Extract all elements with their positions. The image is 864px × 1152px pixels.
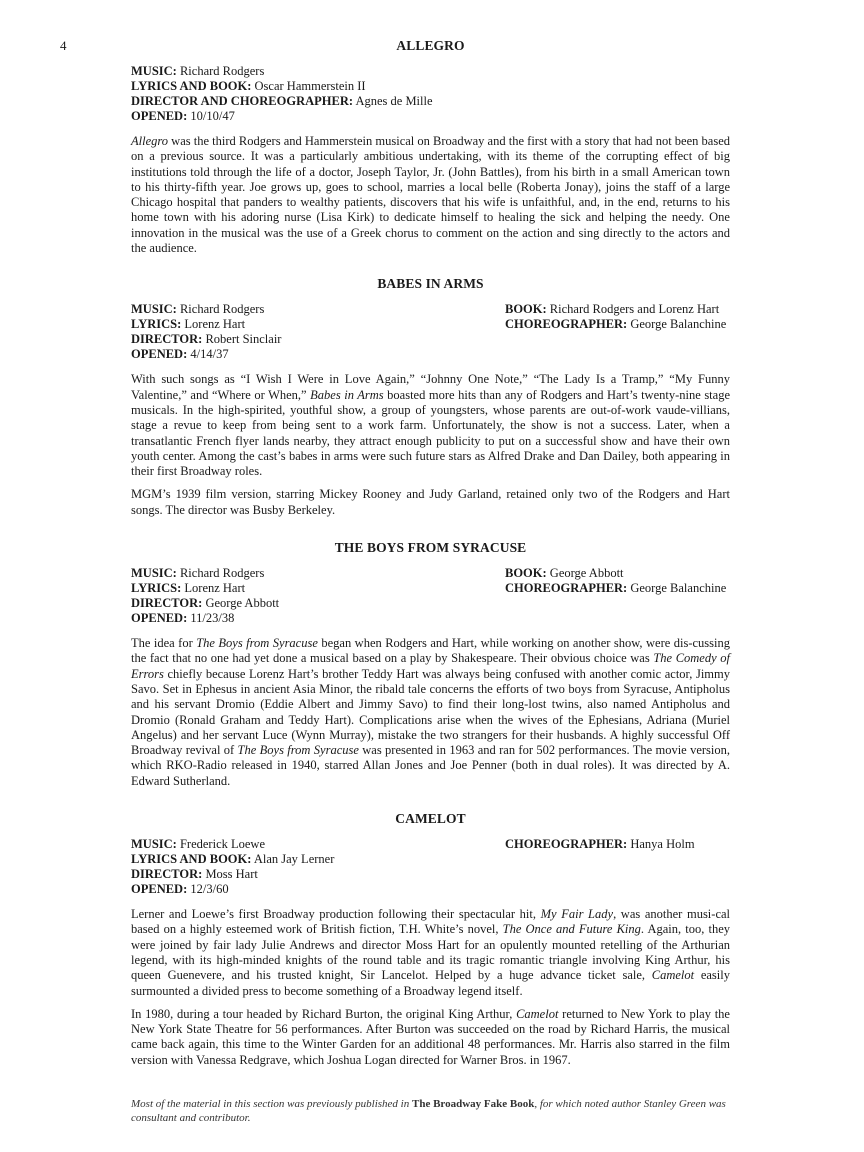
credits-block: [131, 64, 730, 124]
show-entry: [131, 276, 730, 518]
credits-block: [131, 837, 730, 897]
italic-title-text: The Boys from Syracuse: [237, 743, 359, 758]
shows-list: [131, 38, 730, 1068]
credit-label: CHOREOGRAPHER:: [505, 317, 628, 332]
credit-label: CHOREOGRAPHER:: [505, 837, 628, 852]
credit-line: [505, 566, 730, 581]
credit-label: DIRECTOR:: [131, 332, 203, 347]
description-paragraph: [131, 1007, 730, 1068]
page-number: 4: [60, 38, 67, 53]
credit-label: OPENED:: [131, 882, 188, 897]
credit-line: [131, 79, 433, 94]
credits-right-column: [505, 566, 730, 626]
show-title: ALLEGRO: [396, 38, 465, 53]
paragraph-text: With such songs as “I Wish I Were in Love Again,” “Johnny One Note,” “The Lady Is a Tramp,” “My Funny Valentine,” and “Where or When,”: [131, 372, 730, 402]
credit-line: [131, 837, 334, 852]
credit-line: [131, 566, 279, 581]
credits-left-column: [131, 566, 279, 626]
paragraph-text: MGM’s 1939 film version, starring Mickey Rooney and Judy Garland, retained only two of the Rodgers and Hart songs. The director was Busby Berkeley.: [131, 487, 730, 517]
credit-value: Moss Hart: [205, 867, 258, 882]
show-entry: [131, 811, 730, 1068]
credit-line: [505, 837, 730, 852]
credit-label: LYRICS AND BOOK:: [131, 79, 252, 93]
paragraph-text: In 1980, during a tour headed by Richard Burton, the original King Arthur,: [131, 1006, 517, 1021]
paragraph-text: boasted more hits than any of Rodgers and Hart’s twenty-nine stage musicals. In the high-spirited, youthful show, a group of youngsters, whose parents are out-of-work vaude-villians, stage a revue to keep from being sent to a work farm. Unfortunately, the show is not a success. Later, when a transatlantic French flyer lands nearby, they attract enough publicity to put on a successful show and have their own youth center. Among the cast’s babes in arms were such future stars as Alfred Drake and Dan Dailey, both appearing in their first Broadway roles.: [131, 387, 731, 479]
italic-title-text: The Once and Future King: [502, 922, 641, 937]
credit-label: LYRICS AND BOOK:: [131, 852, 252, 867]
show-title: BABES IN ARMS: [377, 276, 484, 292]
credit-value: Frederick Loewe: [179, 837, 265, 852]
credits-right-column: [505, 837, 730, 897]
paragraph-text: . Again, too, they were joined by fair lady Julie Andrews and director Moss Hart for an opulently mounted retelling of the Arthurian legend, with its high-minded knights of the round table and its tragic romantic triangle involving King Arthur, his queen Guenevere, and his trusted knight, Sir Lancelot. Helped by a huge advance ticket sale,: [131, 922, 731, 983]
credit-label: LYRICS:: [131, 581, 182, 596]
footnote: [131, 1097, 730, 1125]
description-paragraph: [131, 134, 730, 256]
show-title: THE BOYS FROM SYRACUSE: [334, 540, 527, 556]
credit-line: [131, 347, 281, 362]
paragraph-text: Lerner and Loewe’s first Broadway production following their spectacular hit,: [131, 907, 541, 922]
credit-label: MUSIC:: [131, 302, 177, 317]
footnote-text-before: Most of the material in this section was previously published in: [131, 1098, 412, 1110]
credit-value: Agnes de Mille: [355, 94, 433, 108]
credit-value: Robert Sinclair: [205, 332, 282, 347]
credit-line: [505, 302, 730, 317]
credit-label: OPENED:: [131, 347, 188, 362]
paragraph-text: easily surmounted a divided press to become something of a Broadway legend itself.: [131, 968, 730, 998]
italic-title-text: Camelot: [651, 968, 695, 983]
italic-title-text: My Fair Lady: [540, 907, 614, 922]
credit-label: CHOREOGRAPHER:: [505, 581, 628, 596]
paragraph-text: was presented in 1963 and ran for 502 performances. The movie version, which RKO-Radio released in 1940, starred Allan Jones and Joe Penner (both in dual roles). It was directed by A. Edward Sutherland.: [131, 743, 730, 788]
credits-right-column: [505, 302, 730, 362]
credit-line: [131, 64, 433, 79]
credit-value: 11/23/38: [190, 611, 235, 626]
credit-value: 12/3/60: [190, 882, 229, 897]
description-paragraph: [131, 907, 730, 999]
paragraph-text: was the third Rodgers and Hammerstein musical on Broadway and the first with a story that had not been based on a previous source. It was a particularly ambitious undertaking, with its theme of the corrupting effect of big institutions told through the life of a doctor, Joseph Taylor, Jr. (John Battles), from his birth in a small American town to his thirty-fifth year. Joe grows up, goes to school, marries a local belle (Roberta Jonay), joins the staff of a large Chicago hospital that panders to wealthy patients, discovers that his wife is unfaithful, and, in the end, returns to his home town with his adoring nurse (Lisa Kirk) to dedicate himself to healing the sick and helping the needy. One innovation in the musical was the use of a Greek chorus to comment on the action and sing directly to the actors and the audience.: [131, 134, 730, 256]
credits-left-column: [131, 302, 281, 362]
credit-line: [131, 852, 334, 867]
credit-value: 10/10/47: [190, 109, 235, 123]
credit-value: Richard Rodgers: [179, 566, 265, 581]
credit-label: DIRECTOR:: [131, 596, 203, 611]
credit-label: DIRECTOR:: [131, 867, 203, 882]
credit-value: George Balanchine: [630, 317, 727, 332]
credit-label: DIRECTOR AND CHOREOGRAPHER:: [131, 94, 354, 108]
credit-value: Lorenz Hart: [184, 581, 246, 596]
credit-value: Hanya Holm: [630, 837, 695, 852]
credit-label: BOOK:: [505, 566, 547, 581]
credit-value: 4/14/37: [190, 347, 229, 362]
credit-line: [131, 332, 281, 347]
credit-value: Oscar Hammerstein II: [254, 79, 366, 93]
credit-value: Lorenz Hart: [184, 317, 246, 332]
credit-label: MUSIC:: [131, 837, 177, 852]
credits-block: [131, 566, 730, 626]
show-entry: [131, 38, 730, 256]
credit-line: [131, 317, 281, 332]
credit-value: George Balanchine: [630, 581, 727, 596]
footnote-text-after: , for which noted author Stanley Green was consultant and contributor.: [131, 1098, 726, 1124]
credit-label: LYRICS:: [131, 317, 182, 332]
credit-label: OPENED:: [131, 611, 188, 626]
description-paragraph: [131, 487, 730, 518]
credit-label: MUSIC:: [131, 64, 177, 78]
footnote-book-title: The Broadway Fake Book: [412, 1098, 535, 1110]
credit-line: [131, 596, 279, 611]
credit-line: [131, 882, 334, 897]
credit-line: [131, 109, 433, 124]
credit-value: Richard Rodgers: [179, 302, 265, 317]
credit-line: [131, 611, 279, 626]
credit-label: MUSIC:: [131, 566, 177, 581]
paragraph-text: The idea for: [131, 636, 197, 651]
credit-value: Richard Rodgers: [179, 64, 265, 78]
paragraph-text: chiefly because Lorenz Hart’s brother Teddy Hart was always being confused with another comic actor, Jimmy Savo. Set in Ephesus in ancient Asia Minor, the ribald tale concerns the efforts of two boys from Syracuse, Antipholus and his servant Dromio (Eddie Albert and Jimmy Savo) to find their long-lost twins, also named Antipholus and Dromio (Ronald Graham and Teddy Hart). Complications arise when the wives of the Ephesians, Adriana (Muriel Angelus) and her servant Luce (Wynn Murray), mistake the two strangers for their husbands. A highly successful Off Broadway revival of: [131, 666, 730, 758]
credits-left-column: [131, 837, 334, 897]
credit-line: [131, 94, 433, 109]
italic-title-text: Allegro: [131, 134, 169, 148]
description-paragraph: [131, 636, 730, 789]
italic-title-text: The Comedy of Errors: [131, 651, 730, 681]
credit-value: George Abbott: [549, 566, 624, 581]
italic-title-text: Babes in Arms: [310, 387, 384, 402]
credit-value: Alan Jay Lerner: [253, 852, 335, 867]
show-entry: [131, 540, 730, 789]
description-paragraph: [131, 372, 730, 479]
italic-title-text: The Boys from Syracuse: [196, 636, 318, 651]
credit-line: [505, 317, 730, 332]
paragraph-text: began when Rodgers and Hart, while working on another show, were dis-cussing the fact that no one had yet done a musical based on a play by Shakespeare. Their obvious choice was: [131, 636, 731, 666]
credit-line: [131, 581, 279, 596]
paragraph-text: returned to New York to play the New York State Theatre for 56 performances. After Burton was succeeded on the road by Richard Harris, the musical came back again, this time to the Winter Garden for an additional 48 performances. Mr. Harris also starred in the film version with Vanessa Redgrave, which Joshua Logan directed for Warner Bros. in 1967.: [131, 1006, 730, 1067]
show-title: CAMELOT: [395, 811, 466, 827]
credit-line: [131, 867, 334, 882]
credits-left-column: [131, 64, 433, 124]
credit-line: [505, 581, 730, 596]
paragraph-text: , was another musi-cal based on a highly esteemed work of British fiction, T.H. White’s novel,: [131, 907, 731, 937]
credits-block: [131, 302, 730, 362]
italic-title-text: Camelot: [516, 1006, 559, 1021]
credit-label: BOOK:: [505, 302, 547, 317]
credit-value: George Abbott: [205, 596, 280, 611]
page-content: [131, 38, 730, 1076]
credit-label: OPENED:: [131, 109, 188, 123]
credit-value: Richard Rodgers and Lorenz Hart: [549, 302, 720, 317]
credit-line: [131, 302, 281, 317]
credits-right-column: [505, 64, 730, 124]
